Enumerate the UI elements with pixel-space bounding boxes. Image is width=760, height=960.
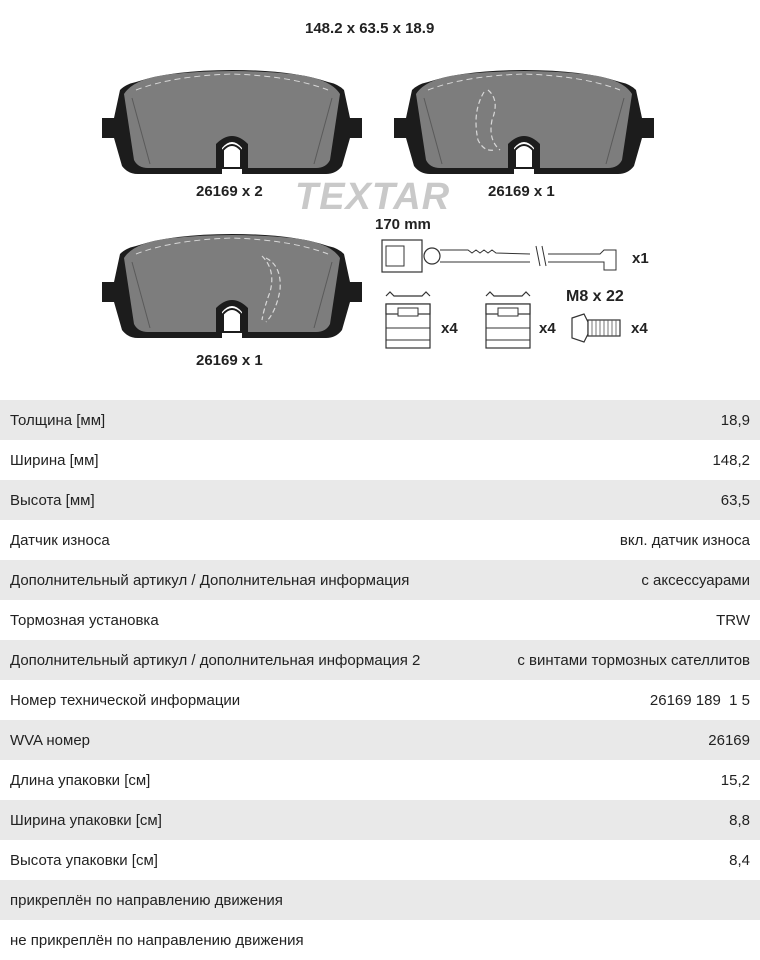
spec-value: 63,5 (720, 491, 750, 509)
spec-row-height (0, 480, 760, 520)
spec-value: 26169 189 1 5 (649, 691, 750, 709)
bolt (572, 314, 620, 342)
spec-label: Дополнительный артикул / дополнительная информация 2 (10, 651, 421, 669)
pad-label-1: 26169 x 2 (196, 183, 263, 200)
spec-label: Высота [мм] (10, 491, 95, 509)
spec-label: Дополнительный артикул / Дополнительная информация (10, 571, 410, 589)
spec-row-width (0, 440, 760, 480)
spec-value: 15,2 (720, 771, 750, 789)
sensor-length-label: 170 mm (375, 216, 431, 233)
spec-label: Датчик износа (10, 531, 110, 549)
clip-2 (486, 292, 530, 348)
spec-row-brake-system (0, 600, 760, 640)
spec-label: Номер технической информации (10, 691, 241, 709)
spec-label: не прикреплён по направлению движения (10, 931, 304, 949)
spec-label: Ширина [мм] (10, 451, 99, 469)
spec-value: 26169 (708, 731, 750, 749)
product-drawing (0, 0, 760, 400)
spec-value: с аксессуарами (641, 571, 750, 589)
brake-pad-3 (102, 234, 362, 338)
clip-qty-label-1: x4 (441, 320, 458, 337)
clip-qty-label-2: x4 (539, 320, 556, 337)
spec-label: WVA номер (10, 731, 91, 749)
spec-label: Тормозная установка (10, 611, 159, 629)
sensor-qty-label: x1 (632, 250, 649, 267)
spec-label: Толщина [мм] (10, 411, 106, 429)
spec-row-tech-info-number (0, 680, 760, 720)
spec-row-additional-info (0, 560, 760, 600)
spec-row-package-width (0, 800, 760, 840)
spec-value: 8,8 (729, 811, 750, 829)
dimensions-label: 148.2 x 63.5 x 18.9 (305, 20, 435, 37)
bolt-size-label: M8 x 22 (566, 288, 624, 305)
spec-row-package-length (0, 760, 760, 800)
spec-label: Ширина упаковки [см] (10, 811, 162, 829)
spec-label: Длина упаковки [см] (10, 771, 151, 789)
brand-watermark: TEXTAR (295, 176, 451, 218)
spec-value: вкл. датчик износа (619, 531, 750, 549)
spec-value: с винтами тормозных сателлитов (517, 651, 750, 669)
spec-value: 148,2 (712, 451, 750, 469)
pad-label-2: 26169 x 1 (488, 183, 555, 200)
brake-pad-2 (394, 70, 654, 174)
spec-value: 18,9 (720, 411, 750, 429)
spec-row-wva-number (0, 720, 760, 760)
spec-value: TRW (716, 611, 750, 629)
spec-table (0, 400, 760, 960)
spec-row-additional-info-2 (0, 640, 760, 680)
clip-1 (386, 292, 430, 348)
spec-row-wear-sensor (0, 520, 760, 560)
brake-pad-1 (102, 70, 362, 174)
spec-row-attached-direction (0, 880, 760, 920)
pad-label-3: 26169 x 1 (196, 352, 263, 369)
spec-value: 8,4 (729, 851, 750, 869)
spec-label: Высота упаковки [см] (10, 851, 158, 869)
spec-row-not-attached-direction (0, 920, 760, 960)
spec-row-package-height (0, 840, 760, 880)
wear-sensor (382, 240, 616, 272)
spec-label: прикреплён по направлению движения (10, 891, 283, 909)
spec-row-thickness (0, 400, 760, 440)
bolt-qty-label: x4 (631, 320, 648, 337)
